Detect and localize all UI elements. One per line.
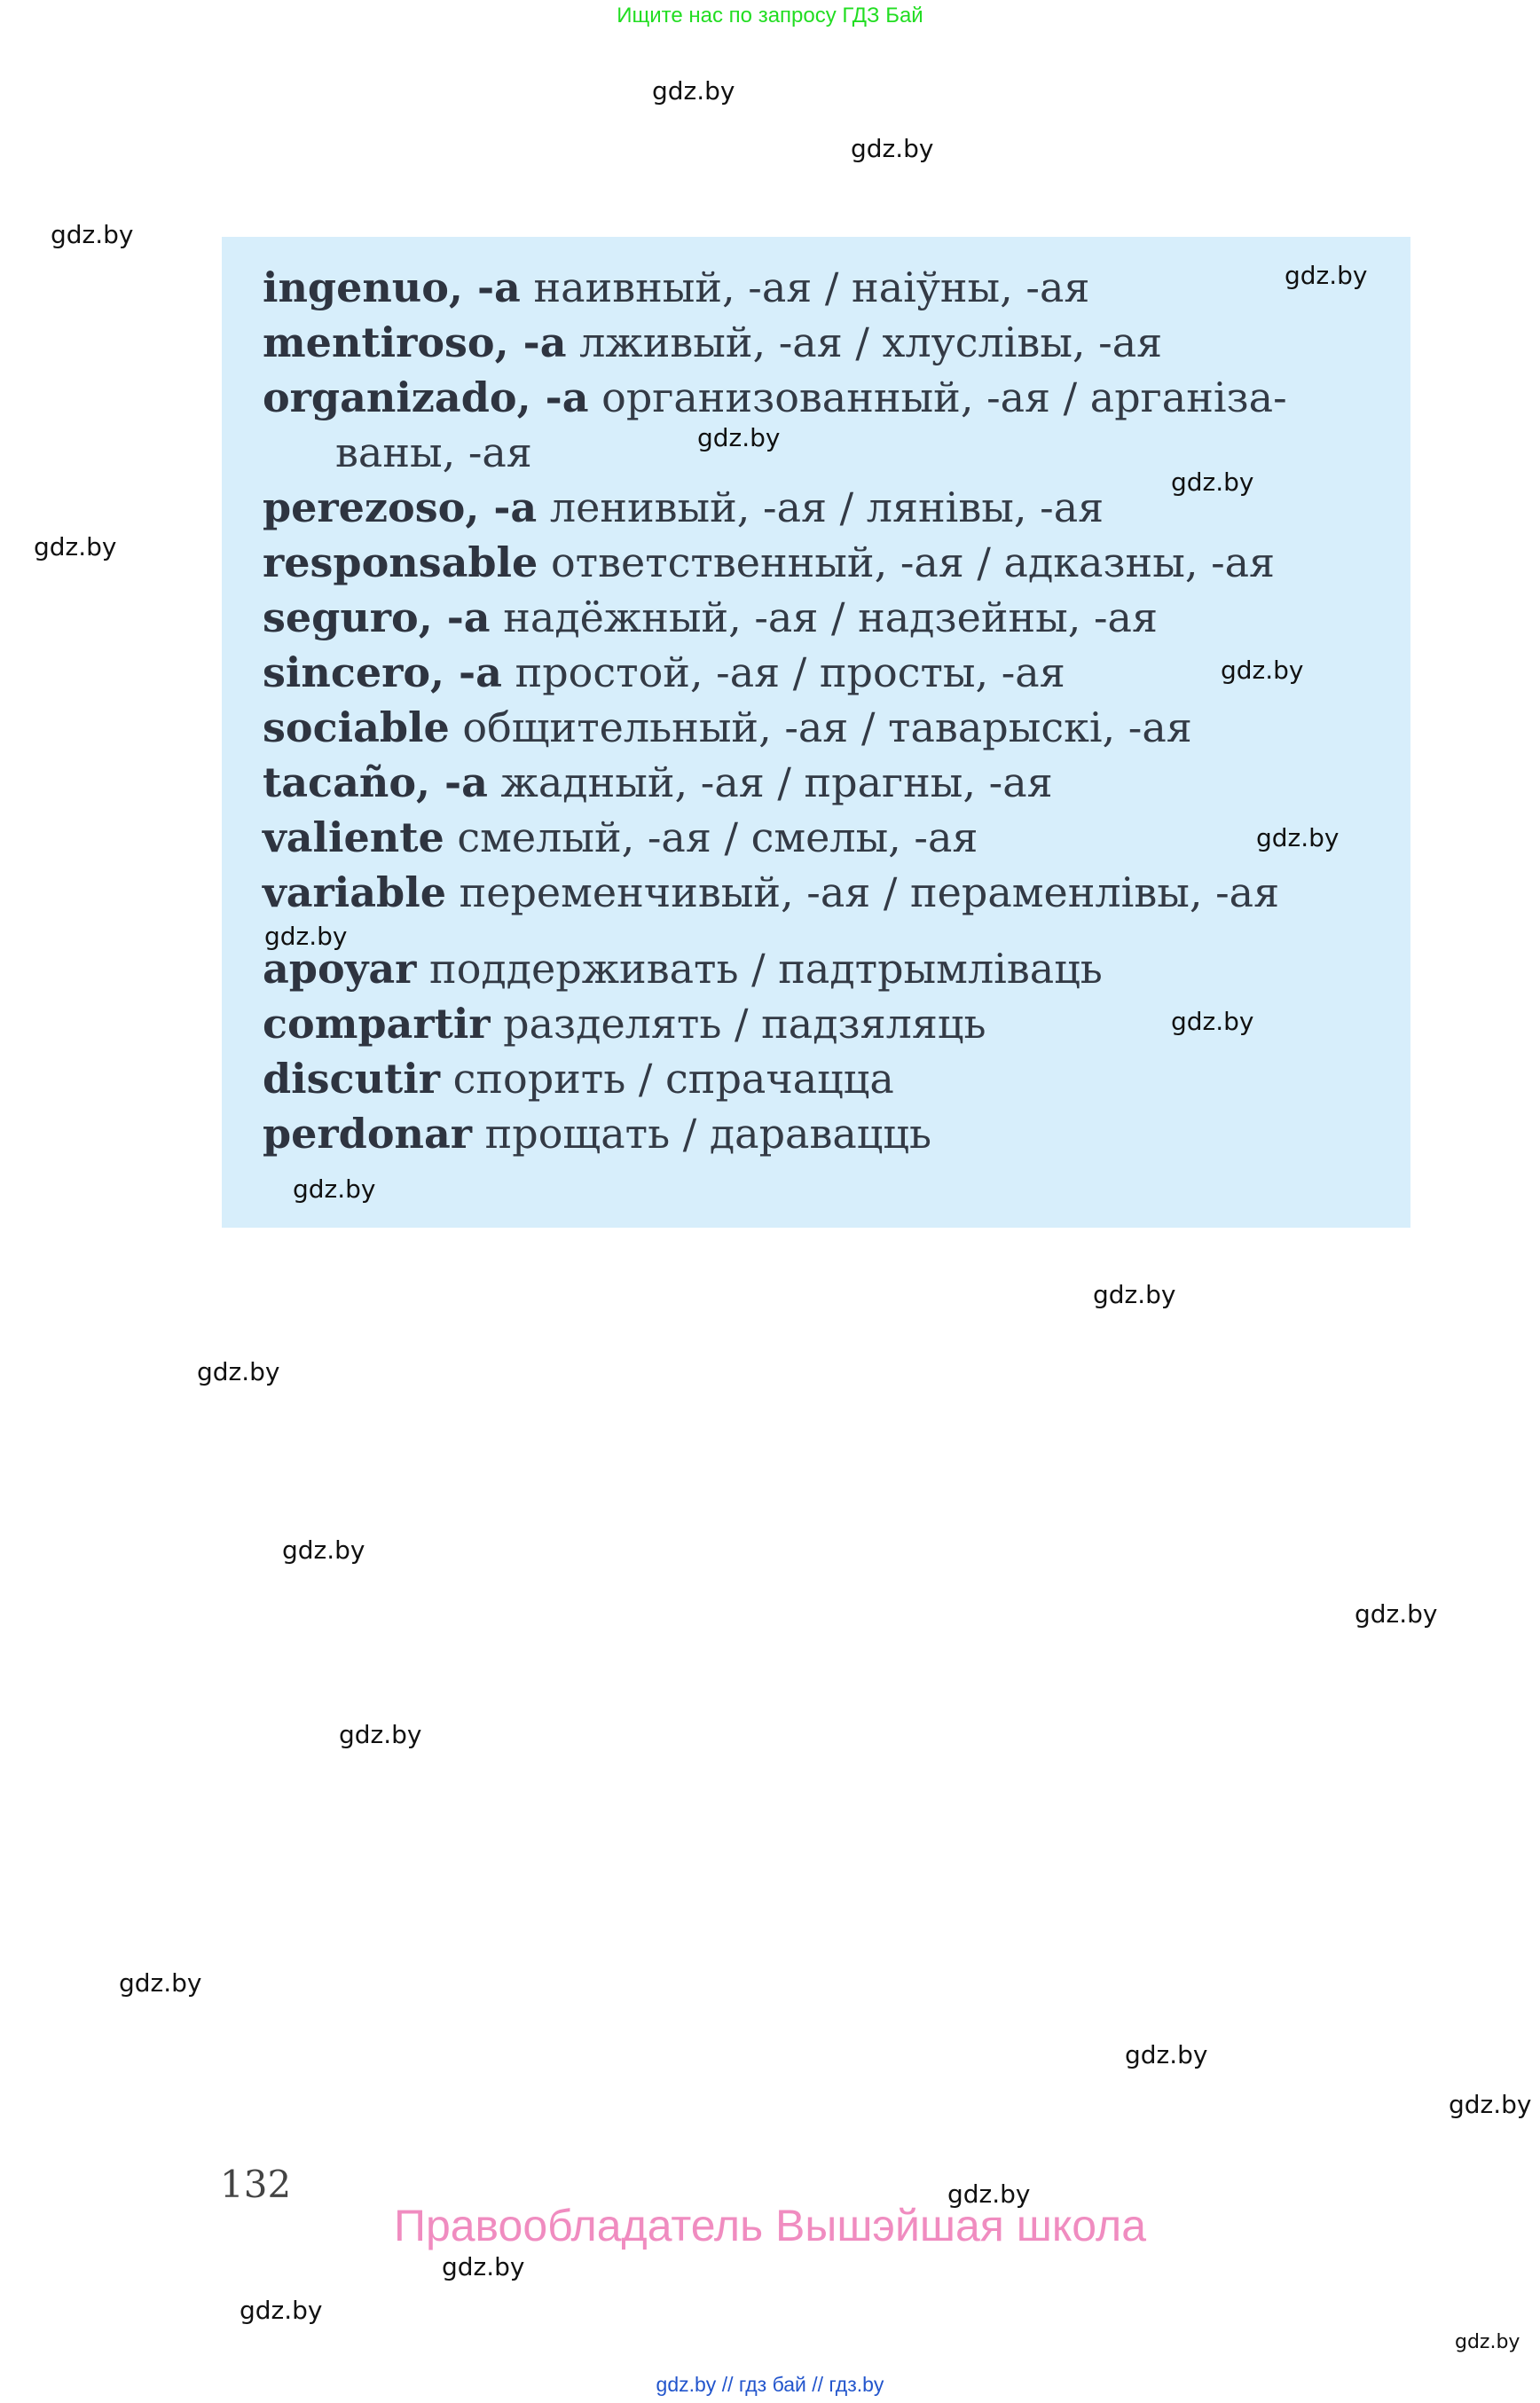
vocab-entry: mentiroso, -a лживый, -ая / хлуслівы, -ая [263, 318, 1163, 366]
watermark: gdz.by [1171, 467, 1254, 497]
watermark: gdz.by [697, 423, 781, 452]
watermark: gdz.by [1355, 1599, 1438, 1629]
watermark: gdz.by [34, 532, 117, 561]
vocab-entry-continuation: ваны, -ая [335, 428, 532, 476]
vocabulary-box [222, 237, 1410, 1228]
footer-links[interactable]: gdz.by // гдз бай // гдз.by [656, 2373, 884, 2396]
watermark: gdz.by [240, 2296, 323, 2325]
watermark: gdz.by [1256, 823, 1340, 852]
watermark: gdz.by [293, 1174, 376, 1204]
watermark: gdz.by [119, 1968, 202, 1998]
vocab-entry: discutir спорить / спрачацца [263, 1055, 894, 1103]
vocab-entry: apoyar поддерживать / падтрымліваць [263, 945, 1103, 993]
vocab-entry: ingenuo, -a наивный, -ая / наіўны, -ая [263, 263, 1090, 311]
vocab-entry: valiente смелый, -ая / смелы, -ая [263, 813, 978, 861]
vocab-entry: sociable общительный, -ая / таварыскі, -ая [263, 703, 1192, 751]
vocab-entry: responsable ответственный, -ая / адказны, -ая [263, 538, 1276, 586]
vocab-entry: perezoso, -a ленивый, -ая / лянівы, -ая [263, 483, 1104, 531]
watermark: gdz.by [1221, 656, 1304, 685]
watermark: gdz.by [51, 220, 134, 249]
vocab-entry: sincero, -a простой, -ая / просты, -ая [263, 648, 1065, 696]
watermark: gdz.by [442, 2252, 525, 2281]
vocab-entry: organizado, -a организованный, -ая / арганіза- [263, 373, 1287, 421]
top-banner: Ищите нас по запросу ГДЗ Бай [617, 4, 923, 27]
watermark: gdz.by [1093, 1280, 1176, 1309]
page-number: 132 [220, 2163, 292, 2206]
watermark: gdz.by [1171, 1007, 1254, 1036]
vocab-entry: perdonar прощать / даравацць [263, 1110, 931, 1158]
vocab-entry: compartir разделять / падзяляць [263, 1000, 986, 1048]
watermark: gdz.by [851, 134, 934, 163]
vocab-entry: seguro, -a надёжный, -ая / надзейны, -ая [263, 593, 1158, 641]
watermark: gdz.by [652, 76, 735, 106]
watermark: gdz.by [1125, 2040, 1208, 2069]
watermark: gdz.by [197, 1357, 280, 1386]
copyright-notice: Правообладатель Вышэйшая школа [394, 2201, 1146, 2250]
watermark: gdz.by [947, 2179, 1031, 2209]
watermark: gdz.by [339, 1720, 422, 1749]
watermark: gdz.by [1449, 2090, 1532, 2119]
vocab-entry: tacaño, -a жадный, -ая / прагны, -ая [263, 758, 1053, 806]
vocab-entry: variable переменчивый, -ая / пераменлівы, -ая [263, 868, 1280, 916]
watermark: gdz.by [1285, 261, 1368, 290]
watermark: gdz.by [264, 922, 348, 951]
watermark: gdz.by [282, 1535, 365, 1565]
watermark: gdz.by [1455, 2331, 1520, 2353]
